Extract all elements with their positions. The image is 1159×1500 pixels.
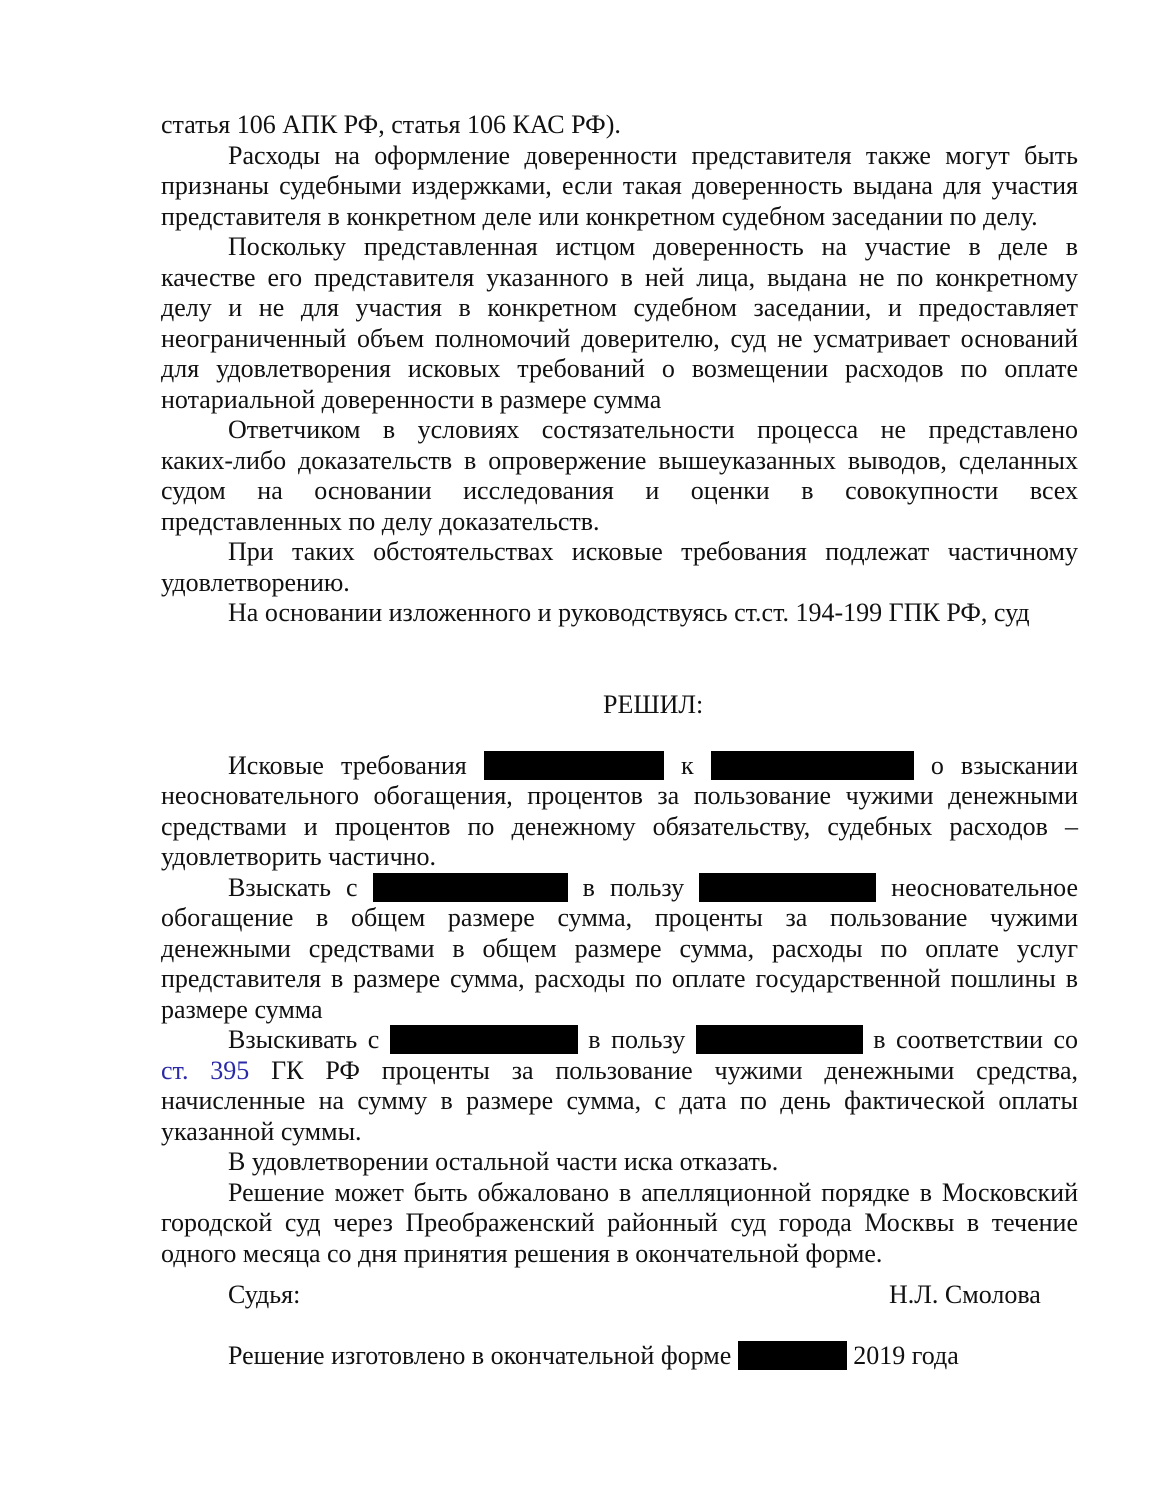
text-line [161,1117,1078,1148]
text-line [161,232,1078,263]
text-segment: Ответчиком в условиях состязательности процесса не представлено [228,415,1078,444]
judge-label: Судья: [228,1280,301,1309]
text-line [161,1025,1078,1056]
judge-name: Н.Л. Смолова [889,1280,1041,1309]
text-line [161,1086,1078,1117]
redacted-name [696,1025,863,1054]
text-segment: удовлетворению. [161,567,350,597]
text-segment: в пользу [582,872,685,902]
text-segment: удовлетворить частично. [161,842,437,871]
reasoning-section [161,110,1078,629]
text-segment: размере сумма [161,994,323,1024]
redacted-date [738,1341,847,1370]
text-segment: Поскольку представленная истцом доверенность на участие в деле в [228,232,1078,261]
redacted-name [484,751,664,780]
text-segment: в соответствии со [873,1025,1078,1054]
text-segment: Взыскивать с [228,1025,380,1054]
text-line [161,568,1078,599]
redacted-name [390,1025,578,1054]
final-note-text: Решение изготовлено в окончательной форме [228,1341,732,1370]
text-segment: каких-либо доказательств в опровержение вышеуказанных выводов, сделанных [161,445,1078,475]
text-line [161,598,1078,629]
text-line [161,751,1078,782]
text-segment: представителя в конкретном деле или конкретном судебном заседании по делу. [161,201,1038,231]
text-segment: представителя в размере сумма, расходы по оплате государственной пошлины в [161,964,1078,993]
text-line [161,171,1078,202]
text-line [161,202,1078,233]
text-segment: судом на основании исследования и оценки в совокупности всех [161,476,1078,505]
text-line [161,812,1078,843]
text-segment: Расходы на оформление доверенности представителя также могут быть [228,140,1078,170]
redacted-name [373,873,568,902]
text-line [161,1056,1078,1087]
text-segment: городской суд через Преображенский районный суд города Москвы в течение [161,1208,1078,1237]
text-segment: в пользу [588,1025,686,1054]
text-segment: На основании изложенного и руководствуясь ст.ст. 194-199 ГПК РФ, суд [228,598,1030,627]
text-line [161,1178,1078,1209]
text-segment: делу и не для участия в конкретном судебном заседании, и предоставляет [161,293,1078,322]
final-note-year: 2019 года [853,1341,959,1370]
text-segment: статья 106 АПК РФ, статья 106 КАС РФ). [161,110,621,139]
text-segment: неосновательное [891,872,1079,902]
text-line [161,537,1078,568]
text-line [161,1239,1078,1270]
text-segment: представленных по делу доказательств. [161,506,600,536]
law-article-link[interactable]: ст. 395 [161,1055,250,1085]
text-line [161,873,1078,904]
text-line [161,964,1078,995]
text-segment: обогащение в общем размере сумма, проценты за пользование чужими [161,903,1078,932]
signature-line [161,1280,1078,1311]
text-line [161,354,1078,385]
text-line [161,1147,1078,1178]
text-line [161,934,1078,965]
text-line [161,110,1078,141]
text-segment: одного месяца со дня принятия решения в окончательной форме. [161,1238,883,1268]
text-segment: ГК РФ проценты за пользование чужими денежными средства, [271,1055,1078,1085]
text-segment: Взыскать с [228,872,358,902]
text-segment: признаны судебными издержками, если такая доверенность выдана для участия [161,171,1078,200]
document-page [161,110,1078,1372]
text-segment: неограниченный объем полномочий доверителю, суд не усматривает оснований [161,323,1078,353]
text-line [161,446,1078,477]
text-segment: неосновательного обогащения, процентов за пользование чужими денежными [161,781,1078,810]
text-line [161,995,1078,1026]
text-line [161,263,1078,294]
text-segment: Решение может быть обжаловано в апелляционной порядке в Московский [228,1177,1078,1207]
text-segment: В удовлетворении остальной части иска отказать. [228,1147,779,1176]
text-line [161,324,1078,355]
text-segment: нотариальной доверенности в размере сумма [161,384,662,414]
decision-section [161,751,1078,1270]
redacted-name [711,751,914,780]
final-form-note [161,1341,1078,1372]
text-line [161,842,1078,873]
text-line [161,415,1078,446]
text-line [161,903,1078,934]
text-line [161,507,1078,538]
text-segment: о взыскании [930,750,1078,780]
redacted-name [699,873,876,902]
text-segment: Исковые требования [228,750,467,780]
text-segment: денежными средствами в общем размере сумма, расходы по оплате услуг [161,933,1078,963]
text-line [161,1208,1078,1239]
text-segment: указанной суммы. [161,1116,362,1146]
text-line [161,293,1078,324]
text-segment: для удовлетворения исковых требований о возмещении расходов по оплате [161,354,1078,383]
text-line [161,385,1078,416]
text-line [161,141,1078,172]
text-line [161,781,1078,812]
text-segment: При таких обстоятельствах исковые требования подлежат частичному [228,537,1078,566]
text-segment: к [680,750,694,780]
text-segment: качестве его представителя указанного в ней лица, выдана не по конкретному [161,262,1078,292]
text-line [161,476,1078,507]
text-segment: начисленные на сумму в размере сумма, с дата по день фактической оплаты [161,1086,1078,1115]
decision-heading: РЕШИЛ: [603,689,704,719]
text-segment: средствами и процентов по денежному обязательству, судебных расходов – [161,811,1078,841]
